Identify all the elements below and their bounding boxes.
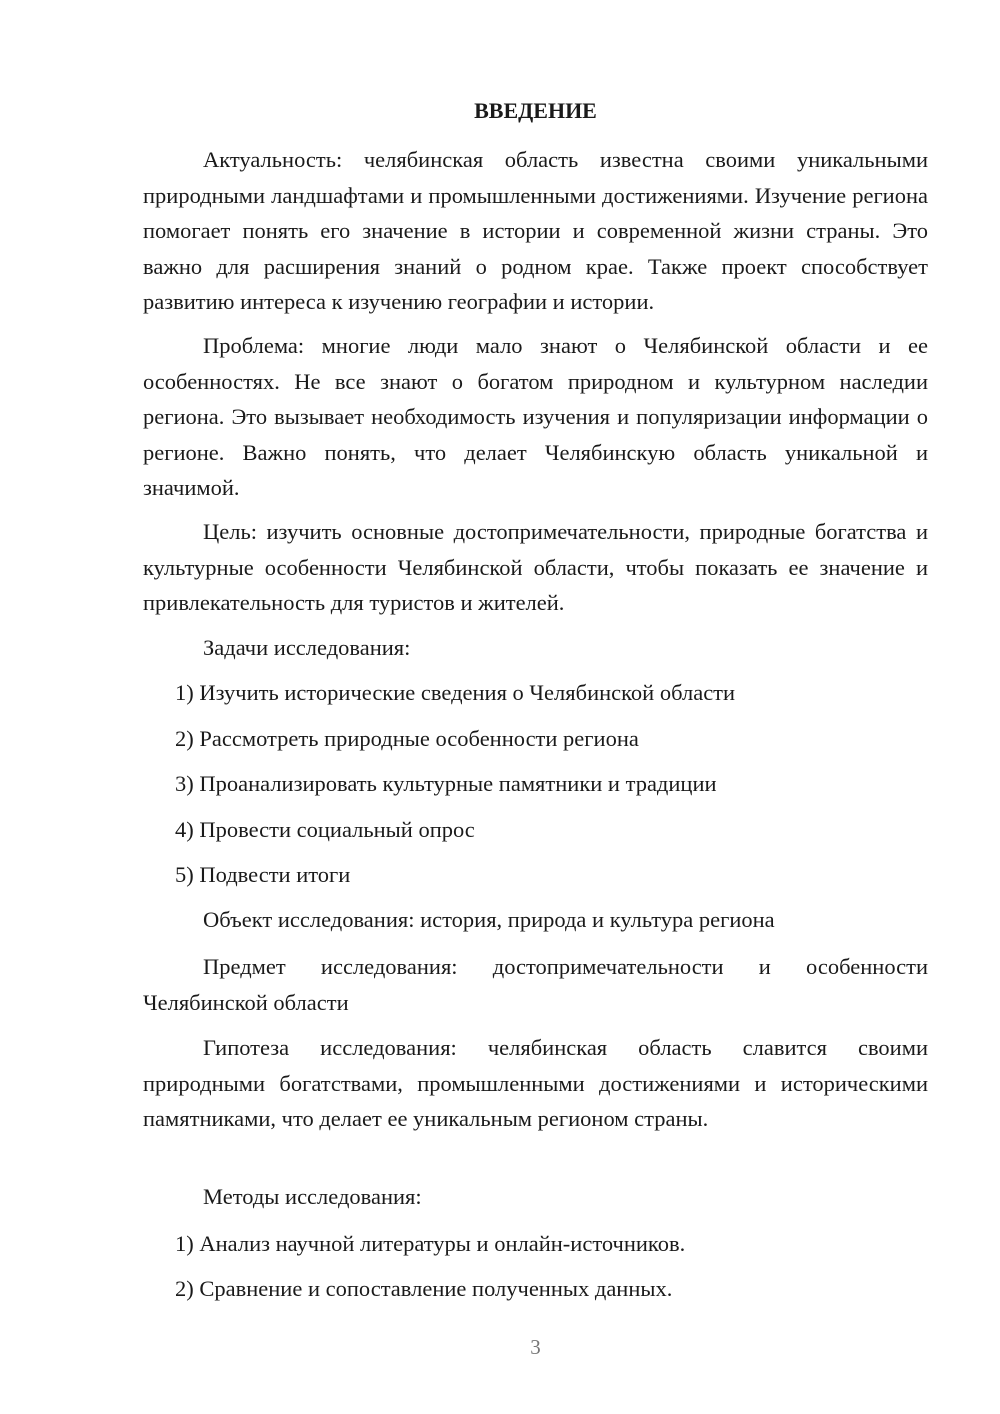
page-number: 3 <box>530 1335 541 1359</box>
hypothesis-paragraph: Гипотеза исследования: челябинская область славится своими природными богатствами, промышленными достижениями и историческими памятниками, что делает ее уникальным регионом страны. <box>143 1035 928 1131</box>
task-item: 1) Изучить исторические сведения о Челябинской области <box>175 680 736 705</box>
method-item: 1) Анализ научной литературы и онлайн-источников. <box>175 1231 686 1256</box>
methods-heading: Методы исследования: <box>203 1184 422 1209</box>
task-item: 5) Подвести итоги <box>175 862 351 887</box>
task-item: 2) Рассмотреть природные особенности региона <box>175 726 639 751</box>
goal-paragraph: Цель: изучить основные достопримечательности, природные богатства и культурные особенности Челябинской области, чтобы показать ее значение и привлекательность для туристов и жителей. <box>143 519 928 615</box>
task-item: 3) Проанализировать культурные памятники и традиции <box>175 771 717 796</box>
research-subject: Предмет исследования: достопримечательности и особенности Челябинской области <box>143 954 928 1015</box>
section-heading: ВВЕДЕНИЕ <box>474 98 597 123</box>
relevance-paragraph: Актуальность: челябинская область известна своими уникальными природными ландшафтами и промышленными достижениями. Изучение региона помогает понять его значение в истории и современной жизни страны. Это важно для расширения знаний о родном крае. Также проект способствует развитию интереса к изучению географии и истории. <box>143 147 928 314</box>
method-item: 2) Сравнение и сопоставление полученных данных. <box>175 1276 673 1301</box>
task-item: 4) Провести социальный опрос <box>175 817 475 842</box>
problem-paragraph: Проблема: многие люди мало знают о Челябинской области и ее особенностях. Не все знают о богатом природном и культурном наследии региона. Это вызывает необходимость изучения и популяризации информации о регионе. Важно понять, что делает Челябинскую область уникальной и значимой. <box>143 333 928 500</box>
tasks-heading: Задачи исследования: <box>203 635 411 660</box>
research-object: Объект исследования: история, природа и культура региона <box>203 907 775 932</box>
